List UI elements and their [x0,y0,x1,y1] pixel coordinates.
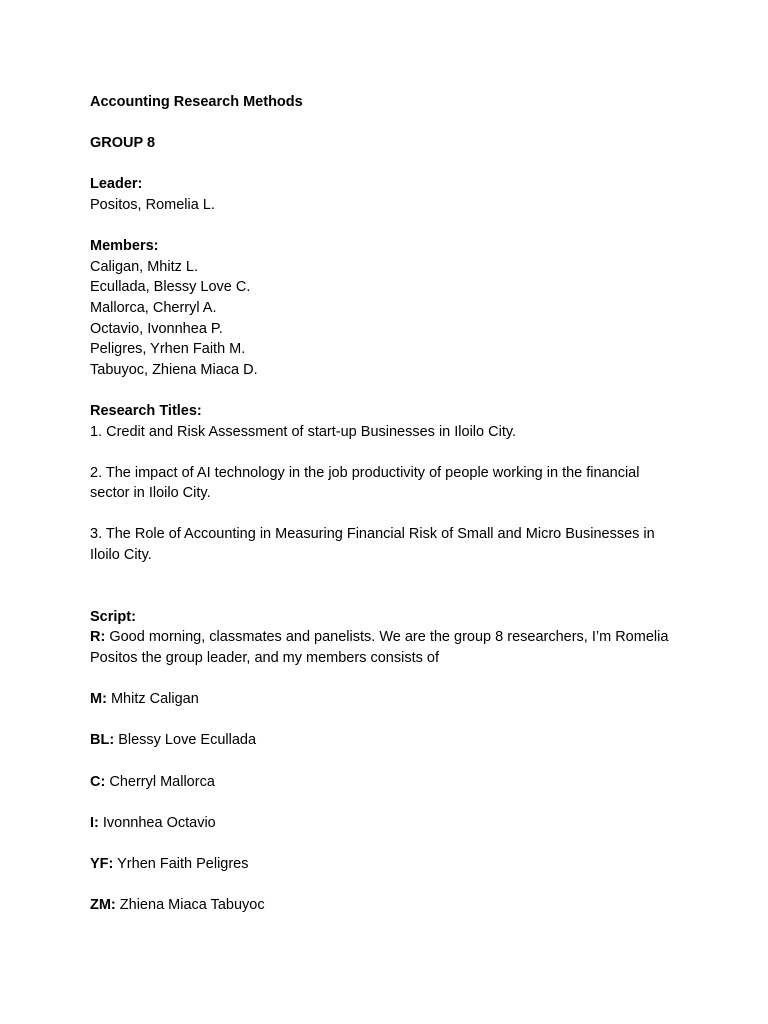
script-text: Blessy Love Ecullada [114,732,257,749]
spacer [90,380,680,401]
document-title: Accounting Research Methods [90,94,303,110]
script-text: Yrhen Faith Peligres [113,855,249,872]
script-text: Mhitz Caligan [106,691,199,708]
spacer [90,113,680,134]
spacer [90,504,680,525]
spacer [90,710,680,731]
spacer [90,442,680,463]
member-name: Tabuyoc, Zhiena Miaca D. [90,361,258,378]
spacer [90,792,680,813]
script-text: Good morning, classmates and panelists. We are the group 8 researchers, I’m Romelia Positos the group leader, and my members consists of [90,629,669,667]
script-speaker: M: [90,691,107,708]
script-speaker: BL: [90,732,115,749]
script-speaker: I: [90,814,99,831]
script-line [90,813,680,834]
member-name: Ecullada, Blessy Love C. [90,279,251,296]
member-name: Mallorca, Cherryl A. [90,299,217,316]
member-name: Octavio, Ivonnhea P. [90,320,223,337]
leader-heading: Leader: [90,176,143,193]
spacer [90,875,680,896]
script-line [90,730,680,751]
script-text: Cherryl Mallorca [105,773,215,790]
script-line [90,895,680,916]
script-speaker: R: [90,629,106,646]
script-text: Zhiena Miaca Tabuyoc [115,897,265,914]
script-line [90,689,680,710]
script-speaker: ZM: [90,897,116,914]
research-title-item: 1. Credit and Risk Assessment of start-up Businesses in Iloilo City. [90,423,517,440]
members-heading: Members: [90,238,159,255]
research-title-item: 3. The Role of Accounting in Measuring Financial Risk of Small and Micro Businesses in Iloilo City. [90,526,655,564]
script-heading: Script: [90,608,136,625]
spacer [90,751,680,772]
spacer [90,586,680,607]
research-titles-heading: Research Titles: [90,402,202,419]
document-page [90,92,680,916]
leader-name: Positos, Romelia L. [90,196,215,213]
script-line [90,854,680,875]
script-speaker: C: [90,773,106,790]
spacer [90,833,680,854]
script-line [90,772,680,793]
member-name: Peligres, Yrhen Faith M. [90,341,246,358]
script-text: Ivonnhea Octavio [98,814,216,831]
script-line [90,627,680,668]
script-speaker: YF: [90,855,114,872]
spacer [90,669,680,690]
spacer [90,216,680,237]
spacer [90,154,680,175]
member-name: Caligan, Mhitz L. [90,258,198,275]
spacer [90,566,680,587]
research-title-item: 2. The impact of AI technology in the job productivity of people working in the financial sector in Iloilo City. [90,464,640,502]
group-label: GROUP 8 [90,135,156,152]
